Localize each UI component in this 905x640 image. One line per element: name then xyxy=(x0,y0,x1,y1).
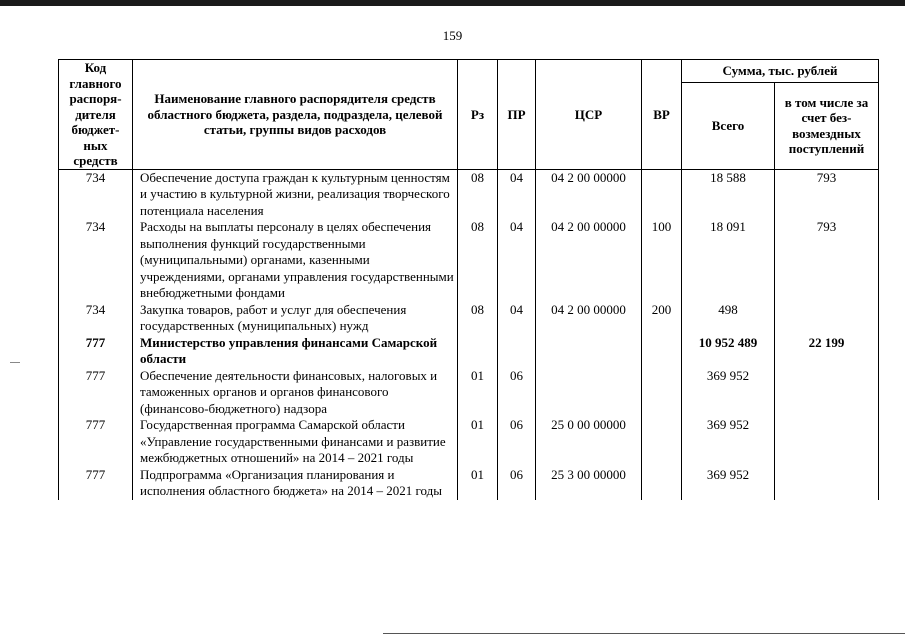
cell-code: 777 xyxy=(59,368,133,418)
cell-grants xyxy=(775,368,879,418)
top-border-bar xyxy=(0,0,905,6)
cell-pr: 04 xyxy=(498,219,536,302)
cell-vr: 100 xyxy=(642,219,682,302)
header-grants: в том числе за счет без-возмездных поступлений xyxy=(775,83,879,170)
cell-rz: 08 xyxy=(458,169,498,219)
cell-pr: 06 xyxy=(498,467,536,500)
cell-pr: 04 xyxy=(498,169,536,219)
cell-grants: 793 xyxy=(775,219,879,302)
cell-total: 10 952 489 xyxy=(682,335,775,368)
cell-csr: 04 2 00 00000 xyxy=(536,219,642,302)
page-number: 159 xyxy=(442,28,463,43)
cell-csr: 25 3 00 00000 xyxy=(536,467,642,500)
cell-vr xyxy=(642,169,682,219)
header-rz: Рз xyxy=(458,60,498,170)
cell-total: 498 xyxy=(682,302,775,335)
cell-name: Закупка товаров, работ и услуг для обеспечения государственных (муниципальных) нужд xyxy=(133,302,458,335)
cell-vr xyxy=(642,417,682,467)
cell-name: Государственная программа Самарской области «Управление государственными финансами и развитие межбюджетных отношений» на 2014 – 2021 годы xyxy=(133,417,458,467)
margin-mark xyxy=(10,362,20,363)
cell-rz: 08 xyxy=(458,219,498,302)
cell-grants: 22 199 xyxy=(775,335,879,368)
cell-vr xyxy=(642,467,682,500)
cell-grants xyxy=(775,467,879,500)
cell-csr xyxy=(536,368,642,418)
cell-pr: 04 xyxy=(498,302,536,335)
header-name: Наименование главного распорядителя средств областного бюджета, раздела, подраздела, целевой статьи, группы видов расходов xyxy=(133,60,458,170)
header-total: Всего xyxy=(682,83,775,170)
cell-name: Расходы на выплаты персоналу в целях обеспечения выполнения функций государственными (муниципальными) органами, казенными учреждениями, органами управления государственными внебюджетными фондами xyxy=(133,219,458,302)
cell-total: 18 588 xyxy=(682,169,775,219)
header-vr: ВР xyxy=(642,60,682,170)
header-row-top xyxy=(59,60,879,83)
table-row xyxy=(59,219,879,302)
header-pr: ПР xyxy=(498,60,536,170)
header-csr: ЦСР xyxy=(536,60,642,170)
cell-name: Подпрограмма «Организация планирования и исполнения областного бюджета» на 2014 – 2021 годы xyxy=(133,467,458,500)
cell-code: 734 xyxy=(59,169,133,219)
cell-csr xyxy=(536,335,642,368)
table-row xyxy=(59,302,879,335)
cell-code: 777 xyxy=(59,417,133,467)
cell-rz: 08 xyxy=(458,302,498,335)
cell-code: 777 xyxy=(59,467,133,500)
header-sum: Сумма, тыс. рублей xyxy=(682,60,879,83)
table-row xyxy=(59,169,879,219)
table-row xyxy=(59,368,879,418)
cell-vr: 200 xyxy=(642,302,682,335)
cell-name: Министерство управления финансами Самарской области xyxy=(133,335,458,368)
bottom-rule xyxy=(383,633,905,634)
table-row xyxy=(59,467,879,500)
budget-table xyxy=(58,59,879,500)
cell-grants xyxy=(775,417,879,467)
cell-grants: 793 xyxy=(775,169,879,219)
header-code: Код главного распоря-дителя бюджет-ных средств xyxy=(59,60,133,170)
cell-total: 369 952 xyxy=(682,467,775,500)
cell-csr: 04 2 00 00000 xyxy=(536,169,642,219)
cell-total: 18 091 xyxy=(682,219,775,302)
cell-vr xyxy=(642,335,682,368)
cell-pr: 06 xyxy=(498,417,536,467)
cell-code: 777 xyxy=(59,335,133,368)
cell-pr xyxy=(498,335,536,368)
table-row xyxy=(59,417,879,467)
cell-rz: 01 xyxy=(458,417,498,467)
cell-name: Обеспечение деятельности финансовых, налоговых и таможенных органов и органов финансового (финансово-бюджетного) надзора xyxy=(133,368,458,418)
cell-grants xyxy=(775,302,879,335)
table-row xyxy=(59,335,879,368)
cell-total: 369 952 xyxy=(682,368,775,418)
cell-csr: 04 2 00 00000 xyxy=(536,302,642,335)
cell-rz: 01 xyxy=(458,467,498,500)
cell-name: Обеспечение доступа граждан к культурным ценностям и участию в культурной жизни, реализация творческого потенциала населения xyxy=(133,169,458,219)
cell-csr: 25 0 00 00000 xyxy=(536,417,642,467)
cell-vr xyxy=(642,368,682,418)
cell-code: 734 xyxy=(59,302,133,335)
cell-code: 734 xyxy=(59,219,133,302)
cell-rz xyxy=(458,335,498,368)
cell-rz: 01 xyxy=(458,368,498,418)
cell-pr: 06 xyxy=(498,368,536,418)
cell-total: 369 952 xyxy=(682,417,775,467)
